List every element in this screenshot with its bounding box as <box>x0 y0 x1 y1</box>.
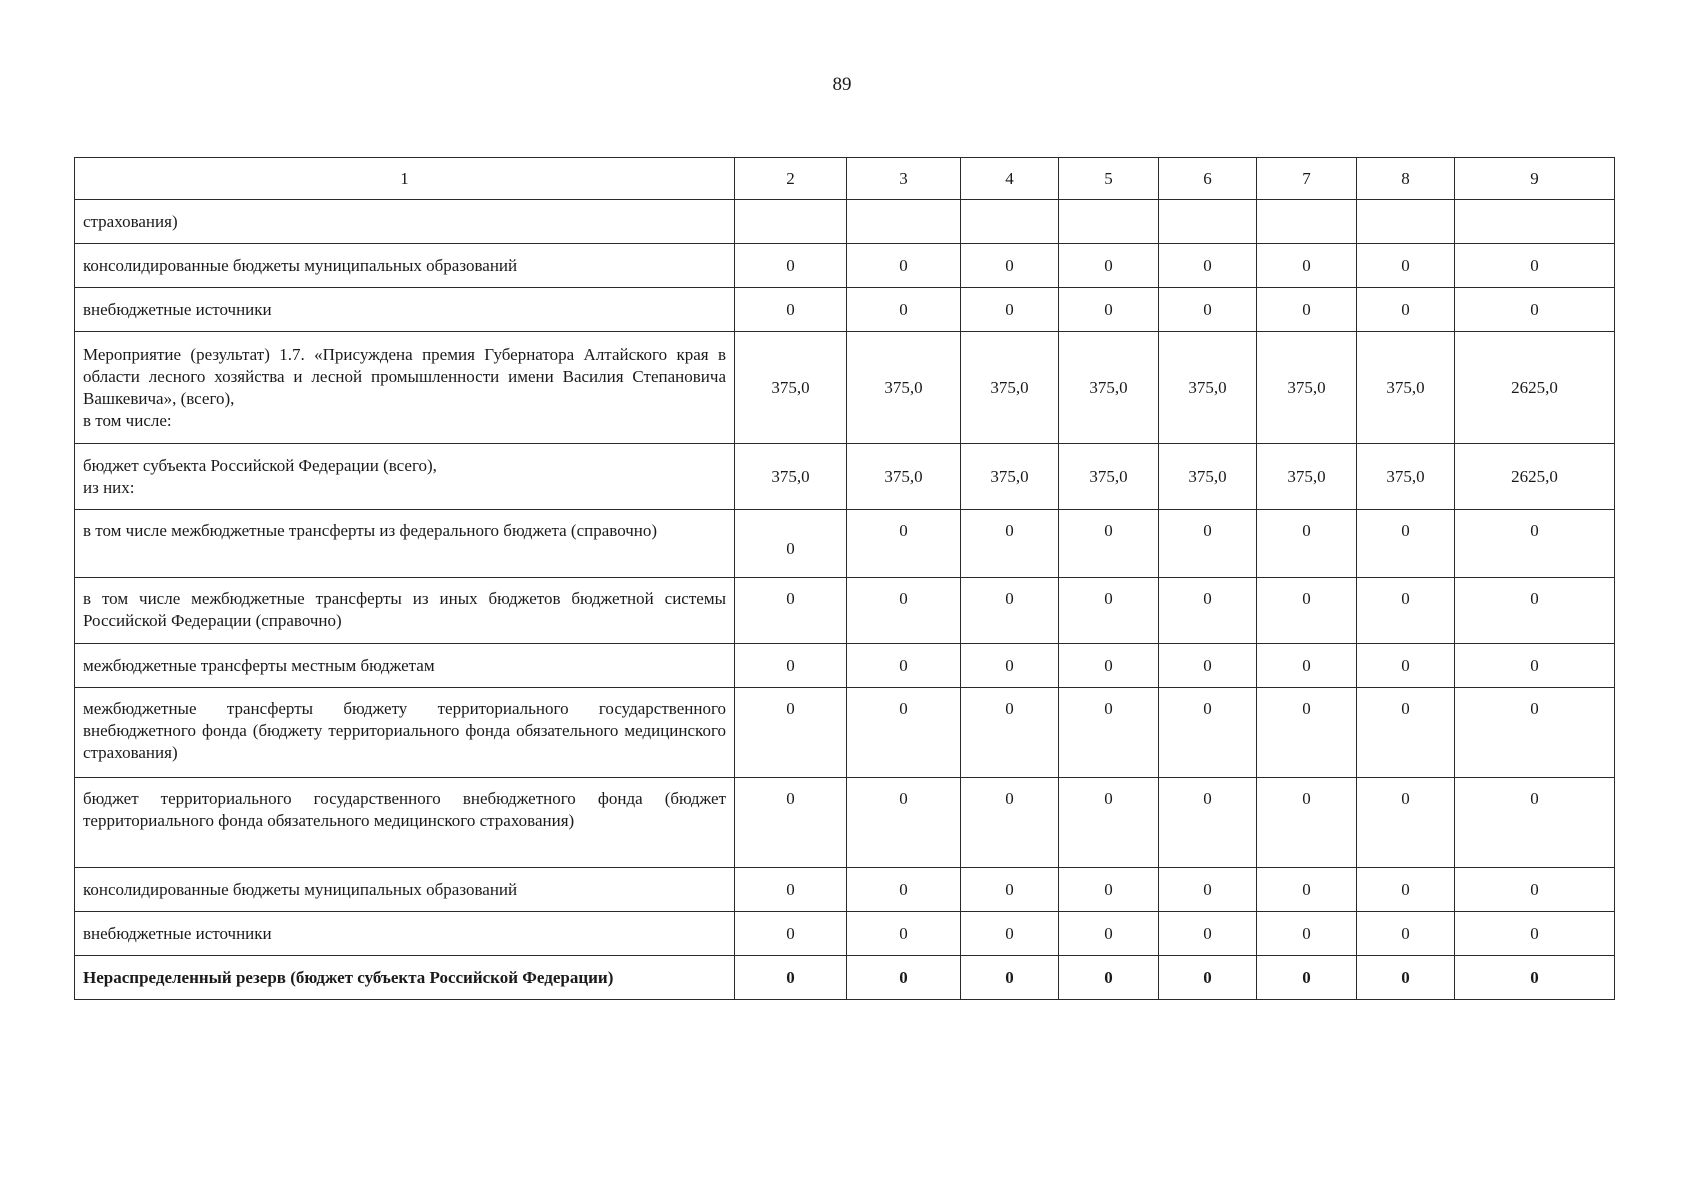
row-value: 0 <box>961 688 1059 778</box>
row-value: 0 <box>1059 578 1159 644</box>
row-value: 0 <box>1159 912 1257 956</box>
row-value: 375,0 <box>1159 444 1257 510</box>
header-cell: 5 <box>1059 158 1159 200</box>
row-value: 0 <box>1257 688 1357 778</box>
row-value: 375,0 <box>847 332 961 444</box>
row-value <box>961 200 1059 244</box>
table-row <box>75 778 1615 868</box>
row-value: 0 <box>847 644 961 688</box>
row-label: в том числе межбюджетные трансферты из иных бюджетов бюджетной системы Российской Федерации (справочно) <box>75 578 735 644</box>
header-cell: 9 <box>1455 158 1615 200</box>
row-label: страхования) <box>75 200 735 244</box>
header-cell: 3 <box>847 158 961 200</box>
row-value: 0 <box>735 578 847 644</box>
header-row <box>75 158 1615 200</box>
table-row <box>75 688 1615 778</box>
row-value: 0 <box>735 868 847 912</box>
row-value: 0 <box>1357 288 1455 332</box>
row-value: 0 <box>1159 644 1257 688</box>
row-value: 0 <box>847 956 961 1000</box>
budget-table <box>74 157 1615 1000</box>
row-value: 0 <box>1357 688 1455 778</box>
row-value: 375,0 <box>1357 444 1455 510</box>
row-label <box>75 444 735 510</box>
row-value: 0 <box>1357 956 1455 1000</box>
row-value: 0 <box>961 510 1059 578</box>
row-value: 0 <box>1059 868 1159 912</box>
table-row <box>75 288 1615 332</box>
row-value: 0 <box>1257 644 1357 688</box>
row-value: 0 <box>961 288 1059 332</box>
row-value: 0 <box>1159 688 1257 778</box>
row-value: 0 <box>961 912 1059 956</box>
row-value: 0 <box>735 688 847 778</box>
page-number: 89 <box>832 74 852 95</box>
row-label: внебюджетные источники <box>75 288 735 332</box>
row-value: 375,0 <box>961 332 1059 444</box>
row-value: 0 <box>1257 288 1357 332</box>
row-value: 0 <box>1455 912 1615 956</box>
row-value: 0 <box>1159 956 1257 1000</box>
row-value <box>1059 200 1159 244</box>
table-row <box>75 578 1615 644</box>
row-value: 0 <box>1159 578 1257 644</box>
table-row <box>75 912 1615 956</box>
row-value: 0 <box>1455 510 1615 578</box>
row-value: 375,0 <box>1257 332 1357 444</box>
row-value: 0 <box>1059 688 1159 778</box>
row-value: 0 <box>735 956 847 1000</box>
row-value <box>1159 200 1257 244</box>
row-value: 0 <box>1357 644 1455 688</box>
row-value: 0 <box>1159 868 1257 912</box>
table-row <box>75 244 1615 288</box>
row-value: 0 <box>1257 956 1357 1000</box>
row-label: межбюджетные трансферты местным бюджетам <box>75 644 735 688</box>
row-value: 0 <box>1455 868 1615 912</box>
row-value: 0 <box>1357 244 1455 288</box>
row-value: 0 <box>1059 244 1159 288</box>
row-value: 0 <box>1059 510 1159 578</box>
row-value: 0 <box>961 956 1059 1000</box>
row-value: 0 <box>1159 778 1257 868</box>
row-value: 0 <box>1357 912 1455 956</box>
row-value: 0 <box>1159 244 1257 288</box>
table-row <box>75 956 1615 1000</box>
row-value: 0 <box>961 244 1059 288</box>
row-value <box>735 200 847 244</box>
row-value: 0 <box>961 644 1059 688</box>
row-value: 0 <box>1455 956 1615 1000</box>
table-row <box>75 444 1615 510</box>
row-value <box>1257 200 1357 244</box>
row-value: 0 <box>961 578 1059 644</box>
row-value: 0 <box>1257 244 1357 288</box>
table-row <box>75 510 1615 578</box>
row-value: 0 <box>1059 912 1159 956</box>
row-label: межбюджетные трансферты бюджету территориального государственного внебюджетного фонда (бюджету территориального фонда обязательного медицинского страхования) <box>75 688 735 778</box>
row-value: 0 <box>735 244 847 288</box>
row-value: 0 <box>1357 868 1455 912</box>
row-value: 0 <box>847 688 961 778</box>
row-value: 0 <box>847 912 961 956</box>
row-label-line: из них: <box>83 477 135 497</box>
row-value: 0 <box>847 868 961 912</box>
row-value: 375,0 <box>961 444 1059 510</box>
row-value: 0 <box>961 778 1059 868</box>
row-label: консолидированные бюджеты муниципальных образований <box>75 868 735 912</box>
header-cell: 4 <box>961 158 1059 200</box>
row-label: в том числе межбюджетные трансферты из федерального бюджета (справочно) <box>75 510 735 578</box>
row-value: 0 <box>1257 510 1357 578</box>
row-value: 0 <box>1059 956 1159 1000</box>
row-value: 0 <box>1257 578 1357 644</box>
row-value: 0 <box>847 244 961 288</box>
row-label-line: в том числе: <box>83 410 172 430</box>
header-cell: 7 <box>1257 158 1357 200</box>
row-value: 375,0 <box>1257 444 1357 510</box>
row-value: 375,0 <box>1357 332 1455 444</box>
row-value: 0 <box>1357 578 1455 644</box>
row-value: 375,0 <box>1159 332 1257 444</box>
row-value: 0 <box>735 912 847 956</box>
table-row <box>75 332 1615 444</box>
row-value: 0 <box>1159 510 1257 578</box>
row-value: 375,0 <box>1059 444 1159 510</box>
row-value: 0 <box>1455 778 1615 868</box>
row-value: 2625,0 <box>1455 444 1615 510</box>
row-value: 0 <box>1357 778 1455 868</box>
row-value: 0 <box>1257 778 1357 868</box>
row-value: 375,0 <box>735 332 847 444</box>
row-value: 375,0 <box>1059 332 1159 444</box>
row-value: 0 <box>1455 688 1615 778</box>
row-value: 0 <box>735 510 847 578</box>
row-value: 375,0 <box>735 444 847 510</box>
row-value: 0 <box>1159 288 1257 332</box>
table-row <box>75 200 1615 244</box>
row-value: 0 <box>1257 912 1357 956</box>
row-value <box>847 200 961 244</box>
row-value: 0 <box>1059 288 1159 332</box>
row-label: внебюджетные источники <box>75 912 735 956</box>
row-value: 0 <box>847 578 961 644</box>
row-value: 0 <box>1257 868 1357 912</box>
row-value <box>1357 200 1455 244</box>
row-value <box>1455 200 1615 244</box>
table-row <box>75 644 1615 688</box>
row-label: Нераспределенный резерв (бюджет субъекта Российской Федерации) <box>75 956 735 1000</box>
row-value: 0 <box>847 510 961 578</box>
row-label <box>75 332 735 444</box>
row-value: 0 <box>847 288 961 332</box>
row-value: 0 <box>1455 244 1615 288</box>
row-value: 375,0 <box>847 444 961 510</box>
row-value: 0 <box>735 288 847 332</box>
header-cell: 8 <box>1357 158 1455 200</box>
header-cell: 2 <box>735 158 847 200</box>
row-label-line: бюджет субъекта Российской Федерации (всего), <box>83 455 437 475</box>
table-row <box>75 868 1615 912</box>
header-cell: 6 <box>1159 158 1257 200</box>
row-label: консолидированные бюджеты муниципальных образований <box>75 244 735 288</box>
row-value: 0 <box>1059 778 1159 868</box>
row-value: 0 <box>1455 644 1615 688</box>
row-label: бюджет территориального государственного внебюджетного фонда (бюджет территориального фонда обязательного медицинского страхования) <box>75 778 735 868</box>
row-value: 0 <box>1455 288 1615 332</box>
row-value: 0 <box>847 778 961 868</box>
row-label-line: Мероприятие (результат) 1.7. «Присуждена премия Губернатора Алтайского края в области лесного хозяйства и лесной промышленности имени Василия Степановича Вашкевича», (всего), <box>83 344 726 408</box>
row-value: 0 <box>735 644 847 688</box>
row-value: 2625,0 <box>1455 332 1615 444</box>
row-value: 0 <box>961 868 1059 912</box>
row-value: 0 <box>1455 578 1615 644</box>
row-value: 0 <box>1357 510 1455 578</box>
row-value: 0 <box>1059 644 1159 688</box>
row-value: 0 <box>735 778 847 868</box>
header-cell: 1 <box>75 158 735 200</box>
